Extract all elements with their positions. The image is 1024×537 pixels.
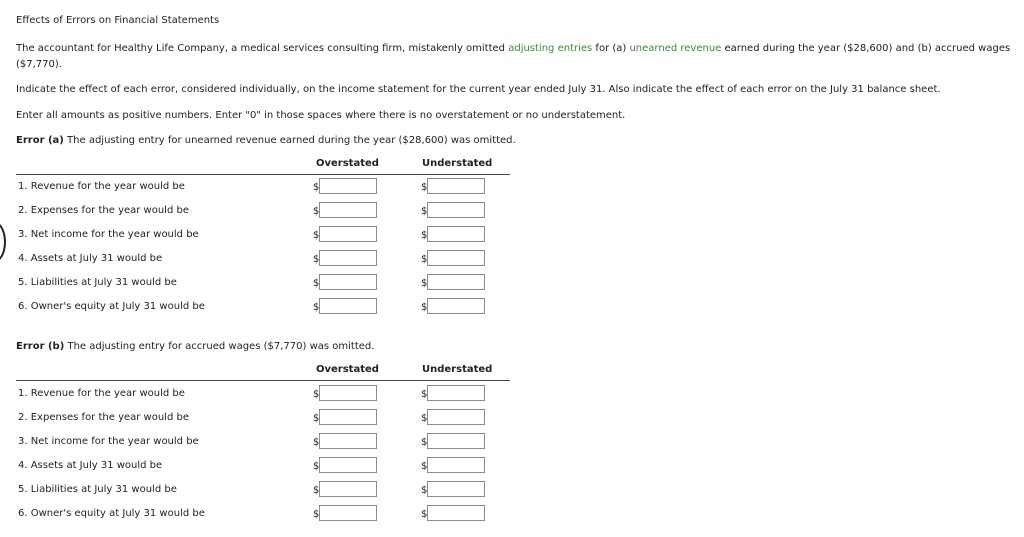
error-a-understated-header: Understated — [422, 158, 493, 169]
error-a-label: Error (a) — [16, 135, 64, 146]
error-b-row-6-understated-dollar-sign: $ — [421, 509, 428, 520]
error-a-row-4-overstated-input[interactable] — [319, 250, 377, 266]
problem-intro — [16, 41, 1016, 73]
page-title: Effects of Errors on Financial Statements — [16, 15, 220, 26]
error-a-header-rule — [16, 174, 510, 175]
error-b-row-6-understated-input[interactable] — [427, 505, 485, 521]
intro-text-pre: The accountant for Healthy Life Company, a medical services consulting firm, mistakenly omitted — [16, 43, 509, 54]
error-a-row-1-understated-dollar-sign: $ — [421, 182, 428, 193]
error-a-heading — [16, 135, 516, 146]
error-b-row-5-label: 5. Liabilities at July 31 would be — [18, 484, 177, 495]
error-b-row-5-understated-dollar-sign: $ — [421, 485, 428, 496]
error-b-row-3-overstated-dollar-sign: $ — [313, 437, 320, 448]
error-b-row-1-understated-dollar-sign: $ — [421, 389, 428, 400]
error-a-row-4-understated-input[interactable] — [427, 250, 485, 266]
error-a-row-4-understated-dollar-sign: $ — [421, 254, 428, 265]
error-a-row-2-overstated-dollar-sign: $ — [313, 206, 320, 217]
error-a-row-3-overstated-dollar-sign: $ — [313, 230, 320, 241]
error-a-row-5-label: 5. Liabilities at July 31 would be — [18, 277, 177, 288]
error-b-heading — [16, 341, 374, 352]
error-a-row-2-understated-input[interactable] — [427, 202, 485, 218]
error-b-row-2-label: 2. Expenses for the year would be — [18, 412, 189, 423]
error-a-row-6-label: 6. Owner's equity at July 31 would be — [18, 301, 205, 312]
error-a-row-2-label: 2. Expenses for the year would be — [18, 205, 189, 216]
error-b-row-5-understated-input[interactable] — [427, 481, 485, 497]
error-b-row-4-label: 4. Assets at July 31 would be — [18, 460, 163, 471]
error-b-row-3-label: 3. Net income for the year would be — [18, 436, 199, 447]
error-a-row-5-overstated-input[interactable] — [319, 274, 377, 290]
error-a-row-3-understated-dollar-sign: $ — [421, 230, 428, 241]
error-b-top-rule — [16, 380, 510, 381]
error-a-row-6-understated-input[interactable] — [427, 298, 485, 314]
error-a-row-1-understated-input[interactable] — [427, 178, 485, 194]
partial-circle-artifact — [0, 222, 6, 262]
error-b-row-4-overstated-input[interactable] — [319, 457, 377, 473]
error-b-label: Error (b) — [16, 341, 65, 352]
error-a-row-6-understated-dollar-sign: $ — [421, 302, 428, 313]
error-a-row-3-overstated-input[interactable] — [319, 226, 377, 242]
intro-text-post: earned during the year ($28,600) and (b) accrued wages ($7,770). — [16, 43, 1011, 70]
error-b-row-6-label: 6. Owner's equity at July 31 would be — [18, 508, 205, 519]
error-a-row-1-overstated-input[interactable] — [319, 178, 377, 194]
error-b-row-1-understated-input[interactable] — [427, 385, 485, 401]
intro-text-mid: for (a) — [592, 43, 630, 54]
error-a-row-3-understated-input[interactable] — [427, 226, 485, 242]
error-b-row-6-overstated-dollar-sign: $ — [313, 509, 320, 520]
error-a-row-2-understated-dollar-sign: $ — [421, 206, 428, 217]
error-a-row-2-overstated-input[interactable] — [319, 202, 377, 218]
error-a-row-1-label: 1. Revenue for the year would be — [18, 181, 185, 192]
error-b-row-1-overstated-dollar-sign: $ — [313, 389, 320, 400]
unearned-revenue-link[interactable]: unearned revenue — [629, 43, 722, 54]
error-b-overstated-header: Overstated — [316, 364, 379, 375]
error-a-row-6-overstated-dollar-sign: $ — [313, 302, 320, 313]
error-a-row-1-overstated-dollar-sign: $ — [313, 182, 320, 193]
instruction-effects: Indicate the effect of each error, considered individually, on the income statement for the current year ended July 31. Also indicate the effect of each error on the July 31 balance sheet. — [16, 84, 941, 95]
error-a-row-3-label: 3. Net income for the year would be — [18, 229, 199, 240]
error-b-row-1-overstated-input[interactable] — [319, 385, 377, 401]
error-b-row-3-understated-dollar-sign: $ — [421, 437, 428, 448]
error-b-row-4-overstated-dollar-sign: $ — [313, 461, 320, 472]
error-b-row-2-understated-input[interactable] — [427, 409, 485, 425]
error-b-understated-header: Understated — [422, 364, 493, 375]
error-b-row-3-overstated-input[interactable] — [319, 433, 377, 449]
error-a-text: The adjusting entry for unearned revenue earned during the year ($28,600) was omitted. — [63, 135, 516, 146]
error-b-row-5-overstated-dollar-sign: $ — [313, 485, 320, 496]
error-b-row-2-overstated-input[interactable] — [319, 409, 377, 425]
error-b-row-1-label: 1. Revenue for the year would be — [18, 388, 185, 399]
error-b-row-5-overstated-input[interactable] — [319, 481, 377, 497]
error-a-overstated-header: Overstated — [316, 158, 379, 169]
adjusting-entries-link[interactable]: adjusting entries — [508, 43, 593, 54]
error-b-row-2-understated-dollar-sign: $ — [421, 413, 428, 424]
error-b-row-3-understated-input[interactable] — [427, 433, 485, 449]
error-a-row-5-understated-dollar-sign: $ — [421, 278, 428, 289]
error-a-row-6-overstated-input[interactable] — [319, 298, 377, 314]
error-b-row-4-understated-dollar-sign: $ — [421, 461, 428, 472]
error-b-row-6-overstated-input[interactable] — [319, 505, 377, 521]
error-b-row-2-overstated-dollar-sign: $ — [313, 413, 320, 424]
error-a-row-4-overstated-dollar-sign: $ — [313, 254, 320, 265]
instruction-amounts: Enter all amounts as positive numbers. Enter "0" in those spaces where there is no overstatement or no understatement. — [16, 110, 626, 121]
error-b-text: The adjusting entry for accrued wages ($7,770) was omitted. — [64, 341, 375, 352]
error-a-row-5-understated-input[interactable] — [427, 274, 485, 290]
error-b-row-4-understated-input[interactable] — [427, 457, 485, 473]
error-a-row-4-label: 4. Assets at July 31 would be — [18, 253, 163, 264]
error-a-row-5-overstated-dollar-sign: $ — [313, 278, 320, 289]
